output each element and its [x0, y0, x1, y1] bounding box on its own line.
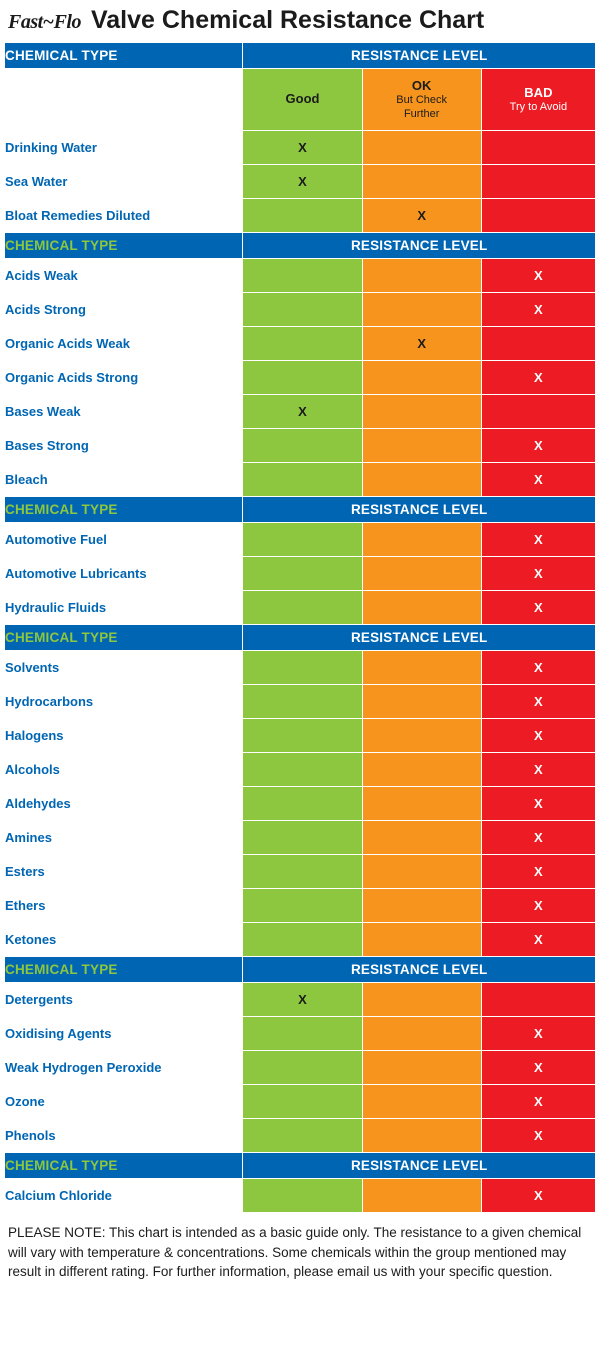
table-row [5, 361, 596, 395]
rating-cell-good [243, 889, 362, 923]
rating-cell-good: X [243, 165, 362, 199]
chemical-name: Calcium Chloride [5, 1179, 243, 1213]
rating-cell-bad [481, 983, 595, 1017]
rating-cell-ok [362, 787, 481, 821]
rating-cell-ok [362, 855, 481, 889]
rating-cell-bad: X [481, 1179, 595, 1213]
header-resistance-level: RESISTANCE LEVEL [243, 957, 596, 983]
table-row [5, 983, 596, 1017]
chemical-name: Bases Weak [5, 395, 243, 429]
rating-cell-ok [362, 923, 481, 957]
chemical-name: Halogens [5, 719, 243, 753]
rating-cell-bad: X [481, 293, 595, 327]
chemical-name: Solvents [5, 651, 243, 685]
chemical-name: Ketones [5, 923, 243, 957]
rating-cell-ok [362, 685, 481, 719]
header-chemical-type: CHEMICAL TYPE [5, 1153, 243, 1179]
title-text: Valve Chemical Resistance Chart [90, 6, 485, 34]
rating-cell-ok [362, 293, 481, 327]
table-row [5, 523, 596, 557]
rating-cell-ok [362, 1085, 481, 1119]
table-row [5, 923, 596, 957]
chemical-name: Weak Hydrogen Peroxide [5, 1051, 243, 1085]
rating-cell-good [243, 1119, 362, 1153]
rating-cell-bad: X [481, 1017, 595, 1051]
rating-cell-bad [481, 131, 595, 165]
table-row [5, 719, 596, 753]
rating-cell-bad: X [481, 429, 595, 463]
chemical-name: Detergents [5, 983, 243, 1017]
rating-cell-good [243, 327, 362, 361]
rating-cell-bad: X [481, 923, 595, 957]
rating-cell-ok [362, 591, 481, 625]
rating-cell-bad [481, 395, 595, 429]
chemical-name: Automotive Fuel [5, 523, 243, 557]
table-row [5, 259, 596, 293]
chemical-name: Oxidising Agents [5, 1017, 243, 1051]
rating-cell-bad: X [481, 889, 595, 923]
rating-cell-ok [362, 259, 481, 293]
rating-cell-bad: X [481, 855, 595, 889]
rating-cell-bad: X [481, 523, 595, 557]
rating-cell-bad [481, 165, 595, 199]
legend-bad-sub: Try to Avoid [509, 100, 568, 113]
rating-cell-good [243, 753, 362, 787]
header-chemical-type: CHEMICAL TYPE [5, 497, 243, 523]
rating-cell-bad: X [481, 787, 595, 821]
rating-cell-good [243, 685, 362, 719]
rating-cell-ok [362, 821, 481, 855]
rating-cell-ok [362, 753, 481, 787]
page-title [4, 0, 596, 42]
rating-cell-ok [362, 463, 481, 497]
chemical-name: Ozone [5, 1085, 243, 1119]
rating-cell-ok [362, 1119, 481, 1153]
table-row [5, 131, 596, 165]
chemical-name: Bleach [5, 463, 243, 497]
legend-good: Good [243, 69, 362, 131]
rating-cell-bad: X [481, 463, 595, 497]
header-chemical-type: CHEMICAL TYPE [5, 233, 243, 259]
table-row [5, 685, 596, 719]
rating-cell-ok [362, 719, 481, 753]
group-header-row [5, 957, 596, 983]
rating-cell-bad: X [481, 651, 595, 685]
table-row [5, 1051, 596, 1085]
rating-cell-ok: X [362, 327, 481, 361]
group-header-row [5, 625, 596, 651]
rating-cell-good [243, 259, 362, 293]
rating-cell-good [243, 463, 362, 497]
rating-cell-good [243, 923, 362, 957]
chemical-name: Acids Weak [5, 259, 243, 293]
rating-cell-ok [362, 523, 481, 557]
table-row [5, 1119, 596, 1153]
rating-cell-bad [481, 199, 595, 233]
brand-logo: Fast~Flo [8, 11, 81, 33]
rating-cell-ok [362, 889, 481, 923]
table-row [5, 395, 596, 429]
table-row [5, 165, 596, 199]
rating-cell-bad: X [481, 719, 595, 753]
rating-cell-ok [362, 429, 481, 463]
rating-legend-row [5, 69, 596, 131]
header-resistance-level: RESISTANCE LEVEL [243, 233, 596, 259]
rating-cell-good: X [243, 131, 362, 165]
footer-note: PLEASE NOTE: This chart is intended as a basic guide only. The resistance to a given chemical will vary with temperature & concentrations. Some chemicals within the group mentioned may result in different rating. For further information, please email us with your specific question. [8, 1225, 582, 1280]
rating-cell-ok [362, 1051, 481, 1085]
header-chemical-type: CHEMICAL TYPE [5, 957, 243, 983]
chemical-name: Alcohols [5, 753, 243, 787]
table-body [5, 43, 596, 1213]
rating-cell-ok [362, 557, 481, 591]
rating-cell-good [243, 787, 362, 821]
rating-cell-good [243, 821, 362, 855]
table-row [5, 557, 596, 591]
chemical-name: Ethers [5, 889, 243, 923]
table-row [5, 855, 596, 889]
header-resistance-level: RESISTANCE LEVEL [243, 497, 596, 523]
table-row [5, 821, 596, 855]
legend-ok [362, 69, 481, 131]
rating-cell-ok [362, 1017, 481, 1051]
rating-cell-ok [362, 651, 481, 685]
rating-cell-bad [481, 327, 595, 361]
table-row [5, 199, 596, 233]
rating-cell-bad: X [481, 1085, 595, 1119]
group-header-row [5, 233, 596, 259]
chemical-name: Phenols [5, 1119, 243, 1153]
chemical-name: Automotive Lubricants [5, 557, 243, 591]
chemical-name: Amines [5, 821, 243, 855]
rating-cell-good [243, 1085, 362, 1119]
rating-cell-bad: X [481, 1119, 595, 1153]
rating-cell-bad: X [481, 685, 595, 719]
chemical-name: Organic Acids Strong [5, 361, 243, 395]
rating-cell-ok [362, 395, 481, 429]
header-resistance-level: RESISTANCE LEVEL [243, 1153, 596, 1179]
rating-cell-bad: X [481, 361, 595, 395]
rating-cell-good [243, 651, 362, 685]
rating-cell-good [243, 523, 362, 557]
chemical-name: Aldehydes [5, 787, 243, 821]
table-row [5, 787, 596, 821]
chemical-name: Sea Water [5, 165, 243, 199]
rating-cell-bad: X [481, 753, 595, 787]
rating-cell-good [243, 293, 362, 327]
rating-cell-bad: X [481, 821, 595, 855]
rating-cell-good [243, 1051, 362, 1085]
table-row [5, 327, 596, 361]
group-header-row [5, 1153, 596, 1179]
rating-cell-ok [362, 983, 481, 1017]
table-row [5, 1017, 596, 1051]
rating-cell-good [243, 199, 362, 233]
rating-cell-ok: X [362, 199, 481, 233]
rating-cell-good [243, 429, 362, 463]
legend-bad [481, 69, 595, 131]
table-row [5, 753, 596, 787]
header-chemical-type: CHEMICAL TYPE [5, 43, 243, 69]
rating-cell-good [243, 719, 362, 753]
chemical-name: Bases Strong [5, 429, 243, 463]
rating-cell-good [243, 591, 362, 625]
rating-cell-ok [362, 361, 481, 395]
chemical-name: Hydraulic Fluids [5, 591, 243, 625]
rating-cell-ok [362, 1179, 481, 1213]
table-row [5, 1179, 596, 1213]
chemical-name: Hydrocarbons [5, 685, 243, 719]
rating-cell-good [243, 557, 362, 591]
legend-spacer [5, 69, 243, 131]
legend-ok-sub2: Further [403, 107, 440, 120]
table-row [5, 1085, 596, 1119]
rating-cell-good [243, 855, 362, 889]
chemical-name: Esters [5, 855, 243, 889]
rating-cell-bad: X [481, 259, 595, 293]
table-row [5, 889, 596, 923]
rating-cell-good: X [243, 983, 362, 1017]
legend-ok-sub1: But Check [396, 93, 448, 106]
legend-bad-label: BAD [524, 84, 553, 100]
chemical-name: Bloat Remedies Diluted [5, 199, 243, 233]
rating-cell-bad: X [481, 1051, 595, 1085]
table-row [5, 651, 596, 685]
group-header-row [5, 497, 596, 523]
header-resistance-level: RESISTANCE LEVEL [243, 625, 596, 651]
rating-cell-good [243, 1179, 362, 1213]
table-row [5, 591, 596, 625]
header-chemical-type: CHEMICAL TYPE [5, 625, 243, 651]
chemical-name: Acids Strong [5, 293, 243, 327]
rating-cell-bad: X [481, 557, 595, 591]
rating-cell-good: X [243, 395, 362, 429]
chemical-name: Drinking Water [5, 131, 243, 165]
header-resistance-level: RESISTANCE LEVEL [243, 43, 596, 69]
resistance-table [4, 42, 596, 1213]
table-row [5, 463, 596, 497]
table-row [5, 429, 596, 463]
rating-cell-good [243, 1017, 362, 1051]
rating-cell-bad: X [481, 591, 595, 625]
rating-cell-good [243, 361, 362, 395]
rating-cell-ok [362, 131, 481, 165]
chemical-name: Organic Acids Weak [5, 327, 243, 361]
table-row [5, 293, 596, 327]
legend-ok-label: OK [411, 77, 432, 93]
group-header-row [5, 43, 596, 69]
rating-cell-ok [362, 165, 481, 199]
